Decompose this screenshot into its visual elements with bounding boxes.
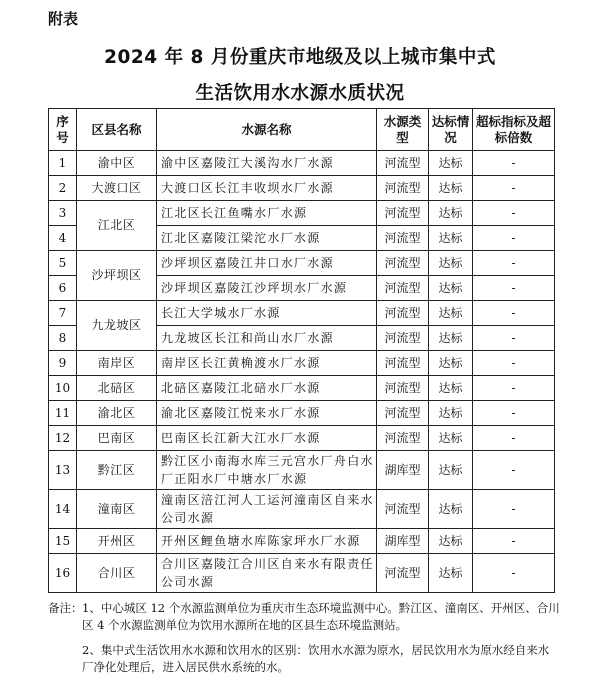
row-exceed: - (473, 451, 555, 490)
header-no: 序号 (49, 109, 77, 151)
row-exceed: - (473, 401, 555, 426)
row-type: 河流型 (377, 151, 429, 176)
note-1 (48, 600, 560, 634)
row-status: 达标 (429, 401, 473, 426)
row-exceed: - (473, 226, 555, 251)
row-exceed: - (473, 301, 555, 326)
table-row (49, 301, 555, 326)
appendix-label: 附表 (48, 10, 79, 28)
row-district: 九龙坡区 (77, 301, 157, 351)
row-type: 河流型 (377, 301, 429, 326)
row-status: 达标 (429, 251, 473, 276)
row-exceed: - (473, 176, 555, 201)
table-row (49, 426, 555, 451)
row-type: 河流型 (377, 326, 429, 351)
row-source: 开州区鲤鱼塘水库陈家坪水厂水源 (157, 529, 377, 554)
row-type: 河流型 (377, 554, 429, 593)
row-district: 开州区 (77, 529, 157, 554)
row-type: 河流型 (377, 251, 429, 276)
row-no: 9 (49, 351, 77, 376)
row-status: 达标 (429, 376, 473, 401)
row-type: 河流型 (377, 176, 429, 201)
row-district: 潼南区 (77, 490, 157, 529)
row-no: 11 (49, 401, 77, 426)
table-row (49, 401, 555, 426)
row-type: 河流型 (377, 276, 429, 301)
row-district: 黔江区 (77, 451, 157, 490)
row-status: 达标 (429, 201, 473, 226)
table-row (49, 554, 555, 593)
row-type: 湖库型 (377, 451, 429, 490)
row-source: 合川区嘉陵江合川区自来水有限责任公司水源 (157, 554, 377, 593)
row-status: 达标 (429, 226, 473, 251)
row-no: 12 (49, 426, 77, 451)
row-no: 5 (49, 251, 77, 276)
row-district: 北碚区 (77, 376, 157, 401)
row-type: 河流型 (377, 201, 429, 226)
row-no: 10 (49, 376, 77, 401)
row-status: 达标 (429, 426, 473, 451)
notes-section (48, 600, 560, 676)
row-no: 1 (49, 151, 77, 176)
row-type: 河流型 (377, 226, 429, 251)
row-status: 达标 (429, 301, 473, 326)
row-exceed: - (473, 201, 555, 226)
row-exceed: - (473, 326, 555, 351)
table-row (49, 151, 555, 176)
row-status: 达标 (429, 554, 473, 593)
row-exceed: - (473, 351, 555, 376)
row-no: 3 (49, 201, 77, 226)
row-type: 河流型 (377, 351, 429, 376)
row-no: 2 (49, 176, 77, 201)
row-type: 河流型 (377, 490, 429, 529)
row-no: 15 (49, 529, 77, 554)
row-exceed: - (473, 151, 555, 176)
notes-label: 备注： (48, 601, 83, 615)
note-2 (48, 642, 560, 676)
row-type: 湖库型 (377, 529, 429, 554)
table-row (49, 201, 555, 226)
table-header-row (49, 109, 555, 151)
page-title-line1: 2024 年 8 月份重庆市地级及以上城市集中式 (104, 47, 496, 68)
water-quality-table (48, 108, 555, 593)
row-no: 14 (49, 490, 77, 529)
row-district: 江北区 (77, 201, 157, 251)
row-source: 江北区长江鱼嘴水厂水源 (157, 201, 377, 226)
table-row (49, 529, 555, 554)
row-type: 河流型 (377, 376, 429, 401)
row-district: 大渡口区 (77, 176, 157, 201)
row-exceed: - (473, 376, 555, 401)
row-source: 沙坪坝区嘉陵江沙坪坝水厂水源 (157, 276, 377, 301)
row-exceed: - (473, 251, 555, 276)
row-exceed: - (473, 529, 555, 554)
row-type: 河流型 (377, 426, 429, 451)
row-source: 巴南区长江新大江水厂水源 (157, 426, 377, 451)
row-source: 潼南区涪江河人工运河潼南区自来水公司水源 (157, 490, 377, 529)
row-district: 合川区 (77, 554, 157, 593)
row-source: 长江大学城水厂水源 (157, 301, 377, 326)
table-row (49, 376, 555, 401)
row-exceed: - (473, 276, 555, 301)
header-district: 区县名称 (77, 109, 157, 151)
row-source: 北碚区嘉陵江北碚水厂水源 (157, 376, 377, 401)
row-district: 沙坪坝区 (77, 251, 157, 301)
row-status: 达标 (429, 176, 473, 201)
row-no: 4 (49, 226, 77, 251)
page-title-line2: 生活饮用水水源水质状况 (195, 83, 405, 104)
table-row (49, 251, 555, 276)
row-source: 渝中区嘉陵江大溪沟水厂水源 (157, 151, 377, 176)
row-source: 大渡口区长江丰收坝水厂水源 (157, 176, 377, 201)
row-exceed: - (473, 554, 555, 593)
row-district: 渝中区 (77, 151, 157, 176)
row-source: 九龙坡区长江和尚山水厂水源 (157, 326, 377, 351)
row-status: 达标 (429, 490, 473, 529)
header-exceed: 超标指标及超标倍数 (473, 109, 555, 151)
row-status: 达标 (429, 326, 473, 351)
table-row (49, 351, 555, 376)
row-status: 达标 (429, 529, 473, 554)
row-status: 达标 (429, 276, 473, 301)
row-district: 巴南区 (77, 426, 157, 451)
row-source: 沙坪坝区嘉陵江井口水厂水源 (157, 251, 377, 276)
header-source: 水源名称 (157, 109, 377, 151)
row-source: 渝北区嘉陵江悦来水厂水源 (157, 401, 377, 426)
row-exceed: - (473, 490, 555, 529)
header-status: 达标情况 (429, 109, 473, 151)
row-source: 江北区嘉陵江梁沱水厂水源 (157, 226, 377, 251)
row-type: 河流型 (377, 401, 429, 426)
row-no: 8 (49, 326, 77, 351)
row-no: 6 (49, 276, 77, 301)
row-district: 渝北区 (77, 401, 157, 426)
table-row (49, 490, 555, 529)
row-source: 黔江区小南海水库三元宫水厂舟白水厂正阳水厂中塘水厂水源 (157, 451, 377, 490)
header-type: 水源类型 (377, 109, 429, 151)
table-row (49, 176, 555, 201)
row-no: 16 (49, 554, 77, 593)
row-no: 13 (49, 451, 77, 490)
row-source: 南岸区长江黄桷渡水厂水源 (157, 351, 377, 376)
note-2-text: 2、集中式生活饮用水水源和饮用水的区别：饮用水水源为原水，居民饮用水为原水经自来水厂净化处理后，进入居民供水系统的水。 (82, 643, 550, 674)
note-1-text: 1、中心城区 12 个水源监测单位为重庆市生态环境监测中心。黔江区、潼南区、开州区、合川区 4 个水源监测单位为饮用水源所在地的区县生态环境监测站。 (82, 601, 560, 632)
row-status: 达标 (429, 351, 473, 376)
row-exceed: - (473, 426, 555, 451)
row-status: 达标 (429, 151, 473, 176)
row-no: 7 (49, 301, 77, 326)
table-row (49, 451, 555, 490)
row-district: 南岸区 (77, 351, 157, 376)
row-status: 达标 (429, 451, 473, 490)
